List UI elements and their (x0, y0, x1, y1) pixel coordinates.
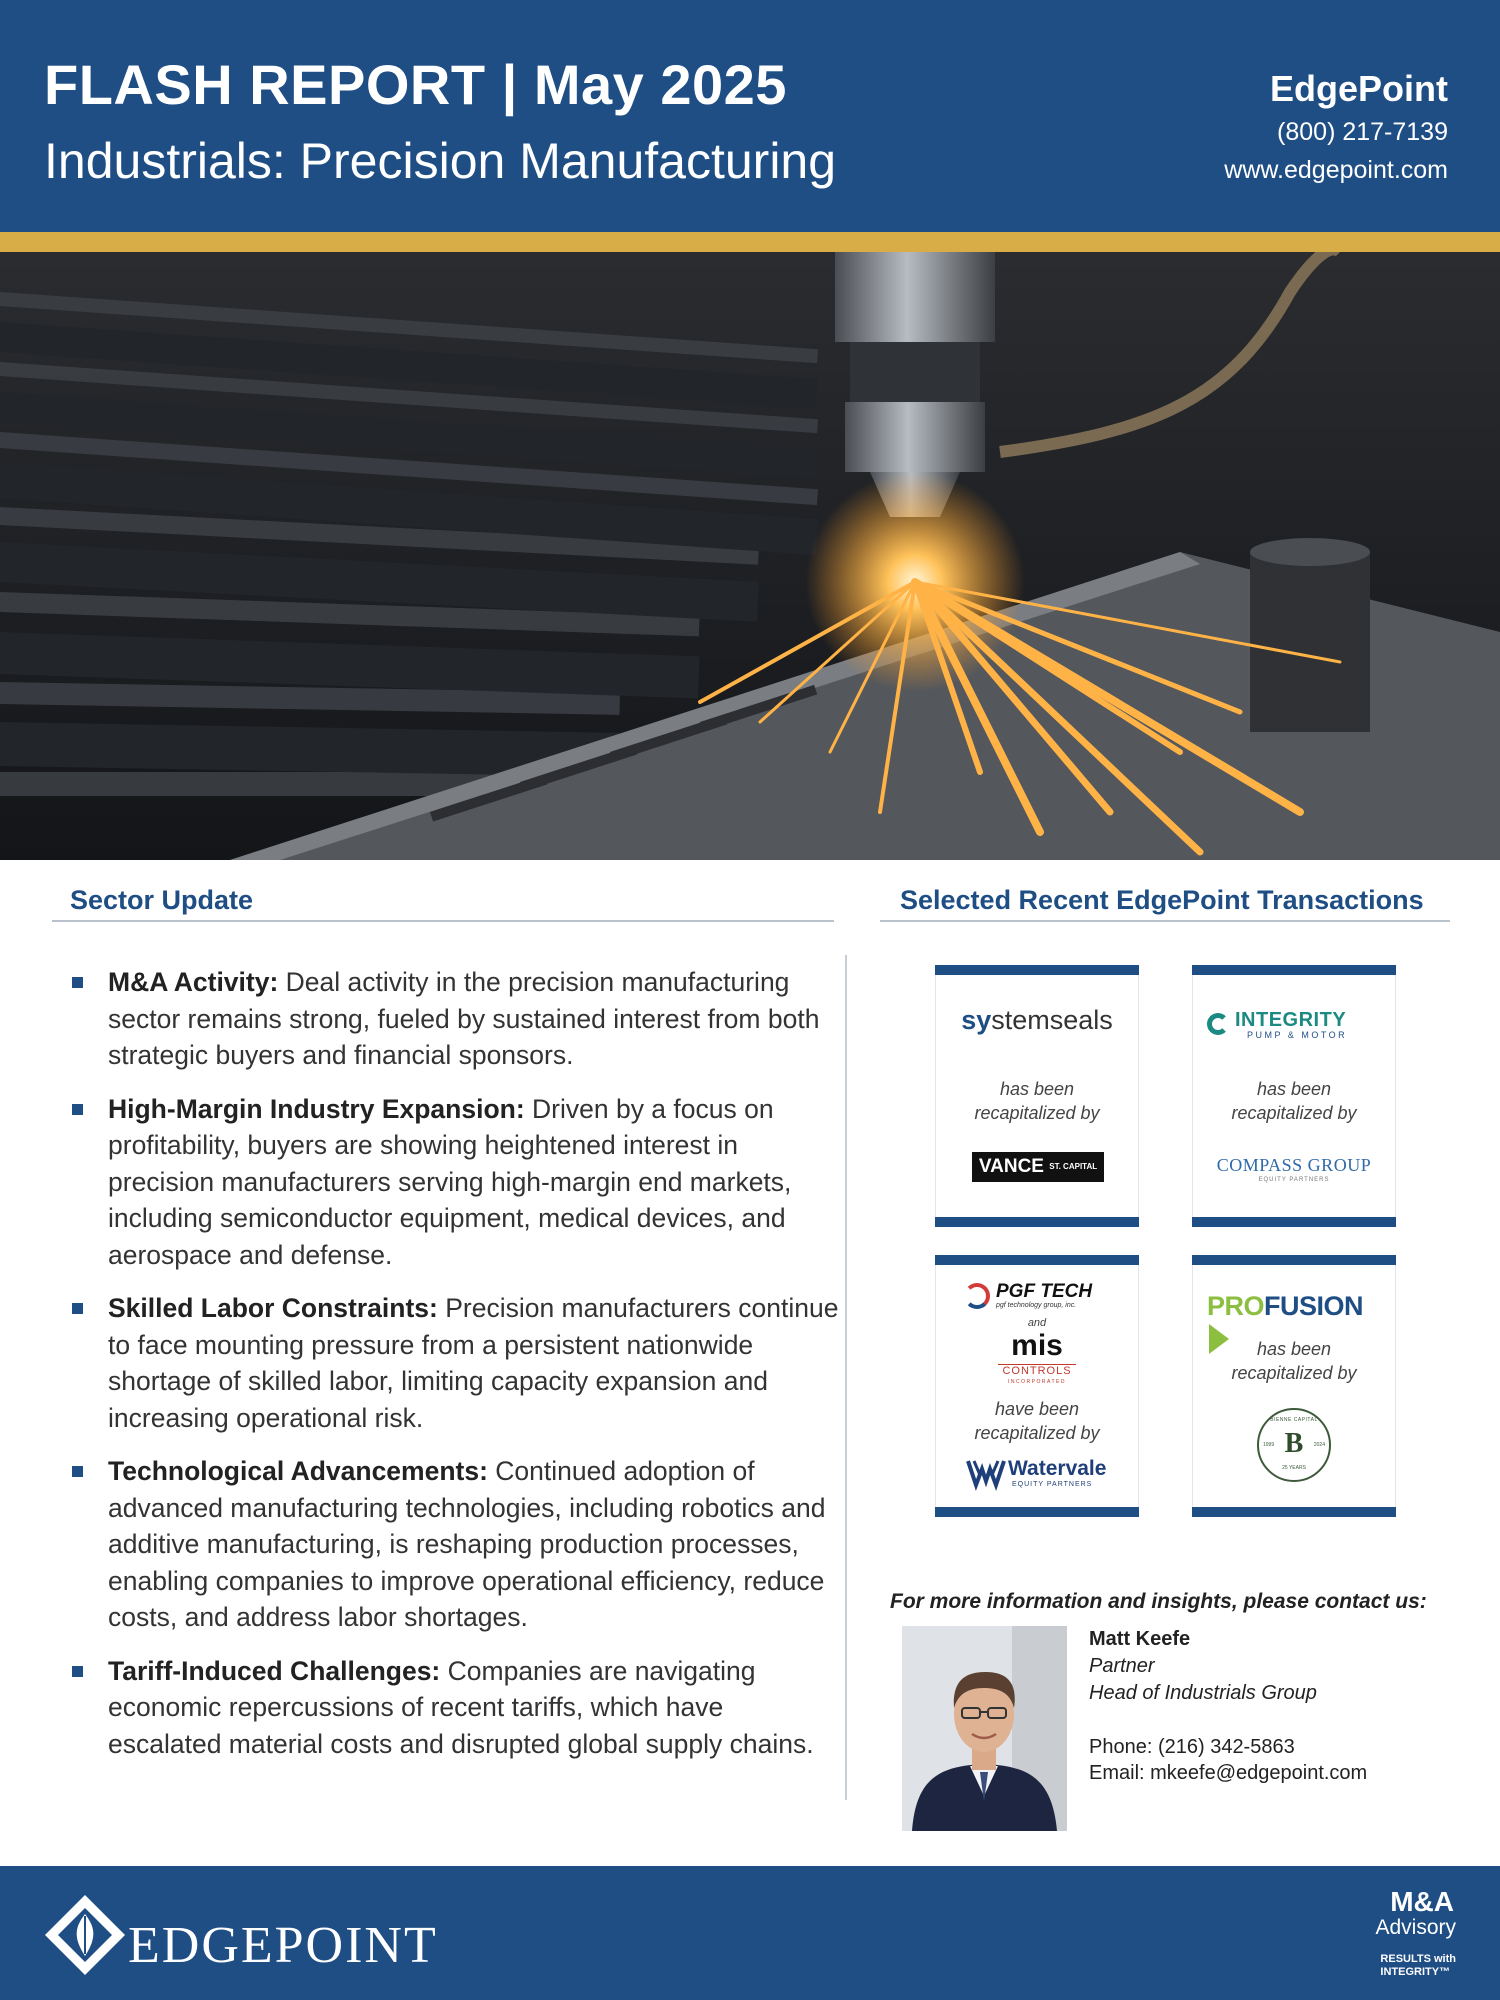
laser-cutting-illustration (0, 252, 1500, 860)
bullet-text: Precision manufacturers continue to face mounting pressure from a persistent nationwide shortage of skilled labor, limiting capacity expansion and increasing operational risk. (108, 1293, 839, 1433)
compass-group-logo (1193, 1155, 1395, 1183)
list-item (72, 964, 842, 1074)
contact-title: Partner (1089, 1655, 1155, 1677)
vance-logo-sub: ST. CAPITAL (1049, 1162, 1098, 1171)
contact-email[interactable]: Email: mkeefe@edgepoint.com (1089, 1762, 1368, 1784)
mis-logo-sub2: INCORPORATED (1008, 1379, 1066, 1385)
profusion-logo-pre: PRO (1207, 1291, 1265, 1321)
list-item (72, 1653, 842, 1763)
watervale-logo-name: Watervale (1008, 1457, 1107, 1480)
footer-tagline (1380, 1953, 1456, 1979)
bullet-title: M&A Activity: (108, 967, 286, 997)
contact-heading: For more information and insights, please contact us: (890, 1590, 1427, 1613)
footer-tagline-line2: INTEGRITY™ (1380, 1966, 1451, 1978)
bullet-title: High-Margin Industry Expansion: (108, 1093, 533, 1124)
systemseals-logo-suffix: stemseals (991, 1005, 1113, 1035)
mis-logo-sub: CONTROLS (998, 1364, 1075, 1377)
transaction-card-pgf-tech[interactable] (935, 1255, 1139, 1517)
integrity-swirl-icon (1207, 1013, 1229, 1035)
compass-logo-name: COMPASS GROUP (1216, 1155, 1372, 1175)
compass-logo-sub: EQUITY PARTNERS (1258, 1177, 1330, 1183)
seal-right-text: 2024 (1313, 1442, 1325, 1448)
footer-tagline-line1: RESULTS with (1380, 1953, 1456, 1965)
bullet-text: Driven by a focus on profitability, buyers are showing heightened interest in precision manufacturers serving high-margin end markets, including semiconductor equipment, medical devices, and aerospace and defense. (108, 1093, 792, 1270)
integrity-logo-name: INTEGRITY (1235, 1009, 1347, 1031)
pgf-logo-sub: pgf technology group, inc. (996, 1302, 1077, 1309)
list-item (72, 1290, 842, 1436)
seal-left-text: 1999 (1263, 1442, 1275, 1448)
card-top-bar (1192, 965, 1396, 975)
card-bottom-bar (1192, 1217, 1396, 1227)
card-top-bar (935, 965, 1139, 975)
transactions-heading: Selected Recent EdgePoint Transactions (900, 885, 1424, 915)
bullet-title: Technological Advancements: (108, 1456, 496, 1486)
vance-logo-text: VANCE (978, 1156, 1044, 1178)
profusion-logo-post: FUSION (1264, 1291, 1364, 1321)
sector-update-rule (52, 920, 834, 922)
card-top-bar (1192, 1255, 1396, 1265)
contact-group: Head of Industrials Group (1089, 1682, 1317, 1704)
seal-top-text: BIENNE CAPITAL (1270, 1417, 1318, 1423)
mis-logo-name: mis (1011, 1329, 1063, 1362)
edgepoint-logo-icon (40, 1890, 130, 1980)
bullet-text: Continued adoption of advanced manufacturing technologies, including robotics and additive manufacturing, is reshaping production processes, enabling companies to improve operational efficiency, reduce costs, and address labor shortages. (108, 1456, 826, 1632)
vance-logo (972, 1152, 1104, 1182)
footer-ma: M&A (1390, 1886, 1454, 1917)
header-phone: (800) 217-7139 (1277, 118, 1448, 146)
transaction-card-profusion[interactable] (1192, 1255, 1396, 1517)
column-divider (845, 955, 847, 1800)
footer-brand: EDGEPOINT (128, 1917, 438, 1974)
bienne-capital-seal (1257, 1408, 1331, 1482)
transaction-card-systemseals[interactable] (935, 965, 1139, 1227)
contact-photo (902, 1626, 1067, 1831)
header-website[interactable]: www.edgepoint.com (1224, 156, 1448, 184)
contact-name: Matt Keefe (1089, 1628, 1191, 1650)
bullet-square-icon (72, 1303, 83, 1314)
person-portrait-icon (902, 1626, 1067, 1831)
bullet-title: Skilled Labor Constraints: (108, 1293, 446, 1323)
report-title: FLASH REPORT | May 2025 (44, 53, 787, 116)
pgf-swirl-icon (964, 1283, 990, 1309)
card-action-text: has been recapitalized by (974, 1079, 1100, 1123)
hero-image (0, 252, 1500, 860)
bullet-text: Deal activity in the precision manufacturing sector remains strong, fueled by sustained interest from both strategic buyers and financial sponsors. (108, 967, 820, 1070)
transaction-card-integrity[interactable] (1192, 965, 1396, 1227)
watervale-logo-sub: EQUITY PARTNERS (1012, 1481, 1093, 1488)
list-item (72, 1091, 842, 1274)
bullet-square-icon (72, 977, 83, 988)
mis-controls-logo (936, 1331, 1138, 1385)
footer-advisory: Advisory (1375, 1916, 1456, 1939)
report-subtitle: Industrials: Precision Manufacturing (44, 133, 837, 189)
card-top-bar (935, 1255, 1139, 1265)
contact-phone[interactable]: Phone: (216) 342-5863 (1089, 1736, 1295, 1758)
sector-update-list (72, 964, 842, 1779)
seal-bottom-text: 25 YEARS (1282, 1465, 1306, 1471)
systemseals-logo (936, 1005, 1138, 1036)
bullet-square-icon (72, 1104, 83, 1115)
watervale-logo (966, 1455, 1116, 1495)
bullet-title: Tariff-Induced Challenges: (108, 1655, 448, 1686)
card-bottom-bar (935, 1507, 1139, 1517)
pgf-logo-name: PGF TECH (996, 1281, 1093, 1302)
gold-divider (0, 232, 1500, 252)
watervale-logo-icon (966, 1455, 1006, 1491)
bullet-square-icon (72, 1466, 83, 1477)
and-text: and (1027, 1317, 1047, 1329)
bullet-square-icon (72, 1666, 83, 1677)
card-action-text: has been recapitalized by (1231, 1339, 1357, 1383)
bullet-text: Companies are navigating economic repercussions of recent tariffs, which have escalated material costs and disrupted global supply chains. (108, 1655, 814, 1759)
card-bottom-bar (1192, 1507, 1396, 1517)
seal-letter: B (1284, 1428, 1304, 1459)
card-action-text: have been recapitalized by (974, 1399, 1100, 1443)
list-item (72, 1453, 842, 1636)
card-action-text: has been recapitalized by (1231, 1079, 1357, 1123)
brand-name: EdgePoint (1270, 68, 1448, 109)
sector-update-heading: Sector Update (70, 885, 254, 915)
systemseals-logo-prefix: sy (961, 1005, 992, 1035)
transactions-rule (880, 920, 1450, 922)
integrity-logo-sub: PUMP & MOTOR (1247, 1030, 1348, 1040)
card-bottom-bar (935, 1217, 1139, 1227)
